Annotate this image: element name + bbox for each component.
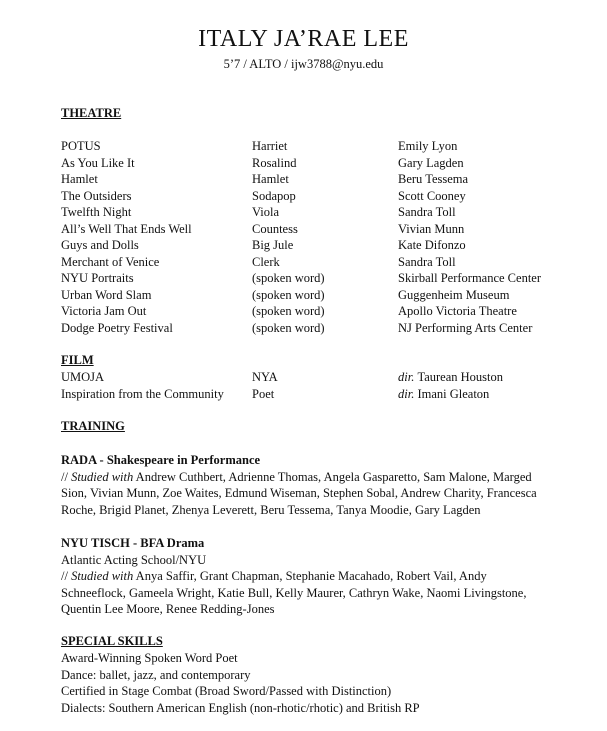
credit-director: Guggenheim Museum <box>398 287 510 302</box>
skill-item: Dialects: Southern American English (non-rhotic/rhotic) and British RP <box>61 700 420 715</box>
credit-role: (spoken word) <box>252 271 325 285</box>
credit-title: Urban Word Slam <box>61 287 152 302</box>
credit-director: Skirball Performance Center <box>398 271 542 285</box>
credit-role: Sodapop <box>252 188 296 203</box>
credit-role: Countess <box>252 221 298 236</box>
teacher-names: Andrew Cuthbert, Adrienne Thomas, Angela Gasparetto, Sam Malone, Marged Sion, Vivian Munn, Zoe Waites, Edmund Wiseman, Stephen Sobal, Andrew Charity, Francesca Roche, Brigid Planet, Zhenya Leverett, Beru Tessema, Tanya Moodie, Gary Lagden <box>61 469 537 517</box>
nyu-title: NYU TISCH - BFA Drama <box>61 536 205 550</box>
credit-title: Inspiration from the Community <box>61 386 224 401</box>
credit-director: Scott Cooney <box>398 188 466 203</box>
nyu-block <box>61 535 551 618</box>
credit-title: Dodge Poetry Festival <box>61 320 173 335</box>
film-row <box>0 387 607 404</box>
credit-title: NYU Portraits <box>61 271 134 285</box>
theatre-row <box>0 139 607 156</box>
credit-director: NJ Performing Arts Center <box>398 320 533 335</box>
credit-role: (spoken word) <box>252 320 325 335</box>
credit-role: Big Jule <box>252 238 294 252</box>
theatre-row <box>0 321 607 338</box>
credit-title: POTUS <box>61 139 101 153</box>
theatre-row <box>0 189 607 206</box>
credit-director <box>398 370 503 385</box>
credit-director: Emily Lyon <box>398 139 458 153</box>
skill-item: Award-Winning Spoken Word Poet <box>61 651 238 665</box>
theatre-heading: THEATRE <box>61 106 122 120</box>
slash-prefix: // <box>61 569 72 584</box>
credit-role: Hamlet <box>252 172 289 186</box>
credit-role: NYA <box>252 370 278 384</box>
skill-item: Certified in Stage Combat (Broad Sword/Passed with Distinction) <box>61 684 392 699</box>
nyu-teachers <box>61 568 551 618</box>
credit-title: As You Like It <box>61 155 135 170</box>
teacher-names: Anya Saffir, Grant Chapman, Stephanie Macahado, Robert Vail, Andy Schneeflock, Gameela Wright, Katie Bull, Kelly Maurer, Cathryn Wake, Naomi Livingstone, Quentin Lee Moore, Renee Redding-Jones <box>61 569 527 617</box>
theatre-row <box>0 288 607 305</box>
training-heading: TRAINING <box>61 419 125 433</box>
credit-role: Viola <box>252 205 280 219</box>
credit-role: (spoken word) <box>252 287 325 302</box>
skill-item: Dance: ballet, jazz, and contemporary <box>61 667 251 682</box>
film-heading: FILM <box>61 353 94 367</box>
film-row <box>0 370 607 387</box>
credit-title: Guys and Dolls <box>61 238 139 252</box>
rada-title: RADA - Shakespeare in Performance <box>61 453 261 467</box>
studied-with-label: Studied with <box>71 569 134 584</box>
theatre-row <box>0 205 607 222</box>
credit-director: Sandra Toll <box>398 205 456 219</box>
dir-prefix: dir. <box>398 386 415 401</box>
skills-heading: SPECIAL SKILLS <box>61 634 163 648</box>
credit-director: Kate Difonzo <box>398 238 466 252</box>
theatre-row <box>0 271 607 288</box>
theatre-row <box>0 172 607 189</box>
rada-block <box>61 452 551 518</box>
contact-line: 5’7 / ALTO / ijw3788@nyu.edu <box>223 57 384 71</box>
credit-director: Beru Tessema <box>398 172 469 186</box>
credit-director: Sandra Toll <box>398 254 456 269</box>
credit-director: Vivian Munn <box>398 221 465 236</box>
credit-title: Merchant of Venice <box>61 254 160 269</box>
credit-role: Poet <box>252 386 275 401</box>
nyu-school: Atlantic Acting School/NYU <box>61 552 207 567</box>
credit-director: Apollo Victoria Theatre <box>398 304 517 318</box>
credit-director <box>398 387 489 402</box>
credit-title: UMOJA <box>61 370 105 384</box>
dir-prefix: dir. <box>398 370 415 384</box>
credit-title: Victoria Jam Out <box>61 304 147 318</box>
theatre-row <box>0 222 607 239</box>
studied-with-label: Studied with <box>71 469 134 484</box>
credit-role: Clerk <box>252 254 280 269</box>
theatre-row <box>0 156 607 173</box>
credit-title: Twelfth Night <box>61 205 132 219</box>
resume-name: ITALY JA’RAE LEE <box>198 26 409 52</box>
credit-title: Hamlet <box>61 172 98 186</box>
credit-role: Rosalind <box>252 155 297 170</box>
director-name: Imani Gleaton <box>417 386 490 401</box>
rada-teachers <box>61 469 551 519</box>
credit-director: Gary Lagden <box>398 155 464 170</box>
theatre-row <box>0 255 607 272</box>
director-name: Taurean Houston <box>417 370 504 384</box>
skills-list <box>61 650 551 716</box>
credit-role: (spoken word) <box>252 304 325 318</box>
theatre-row <box>0 304 607 321</box>
credit-role: Harriet <box>252 139 288 153</box>
theatre-row <box>0 238 607 255</box>
slash-prefix: // <box>61 469 72 484</box>
credit-title: The Outsiders <box>61 188 132 203</box>
credit-title: All’s Well That Ends Well <box>61 221 192 236</box>
